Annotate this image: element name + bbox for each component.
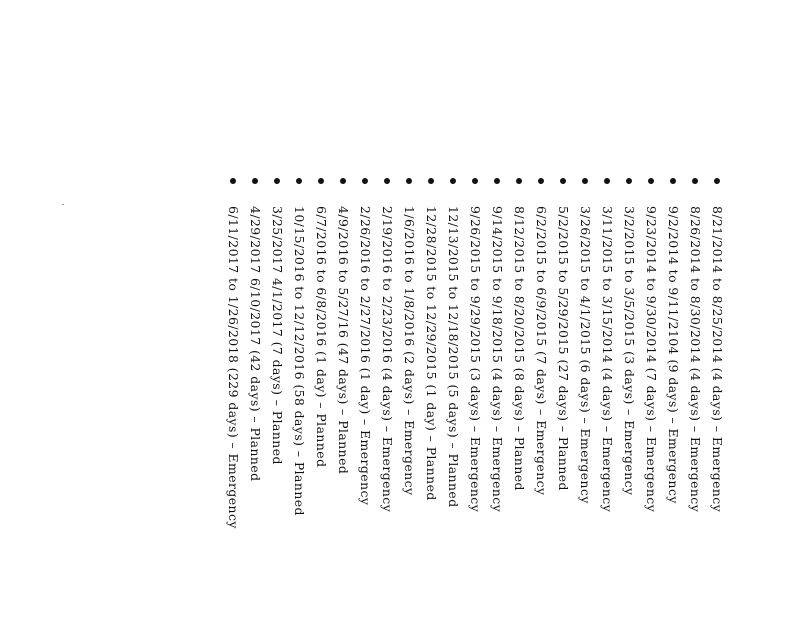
list-item-text: 6/2/2015 to 6/9/2015 (7 days) – Emergency xyxy=(534,206,549,496)
bullet-icon xyxy=(670,178,676,184)
list-item-text: 12/13/2015 to 12/18/2015 (5 days) – Planned xyxy=(446,206,461,508)
bullet-icon xyxy=(318,178,324,184)
bullet-icon xyxy=(516,178,522,184)
list-item xyxy=(486,176,508,616)
list-item xyxy=(442,176,464,616)
bullet-icon xyxy=(714,178,720,184)
bullet-icon xyxy=(406,178,412,184)
list-item-text: 8/12/2015 to 8/20/2015 (8 days) – Planned xyxy=(512,206,527,491)
list-item-text: 8/21/2014 to 8/25/2014 (4 days) – Emergency xyxy=(710,206,725,513)
list-item xyxy=(640,176,662,616)
bullet-icon xyxy=(494,178,500,184)
list-item-text: 9/14/2015 to 9/18/2015 (4 days) – Emergency xyxy=(490,206,505,513)
list-item-text: 4/9/2016 to 5/27/16 (47 days) – Planned xyxy=(336,206,351,475)
list-item-text: 5/2/2015 to 5/29/2015 (27 days) – Planned xyxy=(556,206,571,491)
bullet-icon xyxy=(340,178,346,184)
list-item xyxy=(662,176,684,616)
list-item-text: 9/2/2014 to 9/11/2104 (9 days) – Emergency xyxy=(666,206,681,504)
list-item xyxy=(376,176,398,616)
list-item-text: 10/15/2016 to 12/12/2016 (58 days) – Planned xyxy=(292,206,307,516)
list-item xyxy=(332,176,354,616)
list-item xyxy=(244,176,266,616)
list-item xyxy=(222,176,244,616)
list-item xyxy=(310,176,332,616)
bullet-icon xyxy=(362,178,368,184)
bullet-icon xyxy=(582,178,588,184)
list-item xyxy=(596,176,618,616)
list-item xyxy=(530,176,552,616)
list-item xyxy=(508,176,530,616)
list-item xyxy=(684,176,706,616)
list-item xyxy=(574,176,596,616)
list-item xyxy=(706,176,728,616)
list-item-text: 3/25/2017 4/1/2017 (7 days) – Planned xyxy=(270,206,285,465)
bullet-icon xyxy=(384,178,390,184)
list-item-text: 9/26/2015 to 9/29/2015 (3 days) – Emergency xyxy=(468,206,483,513)
bullet-icon xyxy=(428,178,434,184)
bullet-icon xyxy=(692,178,698,184)
bullet-icon xyxy=(648,178,654,184)
list-item-text: 8/26/2014 to 8/30/2014 (4 days) – Emergency xyxy=(688,206,703,513)
list-item xyxy=(398,176,420,616)
bullet-icon xyxy=(538,178,544,184)
list-item-text: 9/23/2014 to 9/30/2014 (7 days) – Emergency xyxy=(644,206,659,513)
list-item-text: 4/29/2017 6/10/2017 (42 days) – Planned xyxy=(248,206,263,482)
list-item-text: 12/28/2015 to 12/29/2015 (1 day) – Planned xyxy=(424,206,439,501)
list-item-text: 6/11/2017 to 1/26/2018 (229 days) – Emergency xyxy=(226,206,241,529)
bullet-icon xyxy=(274,178,280,184)
list-item-text: 3/2/2015 to 3/5/2015 (3 days) – Emergency xyxy=(622,206,637,496)
bullet-icon xyxy=(296,178,302,184)
list-item xyxy=(464,176,486,616)
list-item xyxy=(618,176,640,616)
absence-list xyxy=(222,176,728,616)
bullet-icon xyxy=(604,178,610,184)
bullet-icon xyxy=(560,178,566,184)
list-item xyxy=(266,176,288,616)
list-item-text: 6/7/2016 to 6/8/2016 (1 day) – Planned xyxy=(314,206,329,468)
list-item xyxy=(552,176,574,616)
list-item-text: 2/26/2016 to 2/27/2016 (1 day) – Emergency xyxy=(358,206,373,506)
bullet-icon xyxy=(252,178,258,184)
list-item-text: 2/19/2016 to 2/23/2016 (4 days) – Emergency xyxy=(380,206,395,513)
list-item-text: 1/6/2016 to 1/8/2016 (2 days) – Emergency xyxy=(402,206,417,496)
bullet-icon xyxy=(626,178,632,184)
bullet-icon xyxy=(230,178,236,184)
list-item-text: 3/11/2015 to 3/15/2014 (4 days) – Emergency xyxy=(600,206,615,513)
list-item xyxy=(288,176,310,616)
list-item xyxy=(420,176,442,616)
bullet-icon xyxy=(472,178,478,184)
bullet-icon xyxy=(450,178,456,184)
scan-speck xyxy=(62,204,64,205)
list-item-text: 3/26/2015 to 4/1/2015 (6 days) – Emergency xyxy=(578,206,593,504)
list-item xyxy=(354,176,376,616)
